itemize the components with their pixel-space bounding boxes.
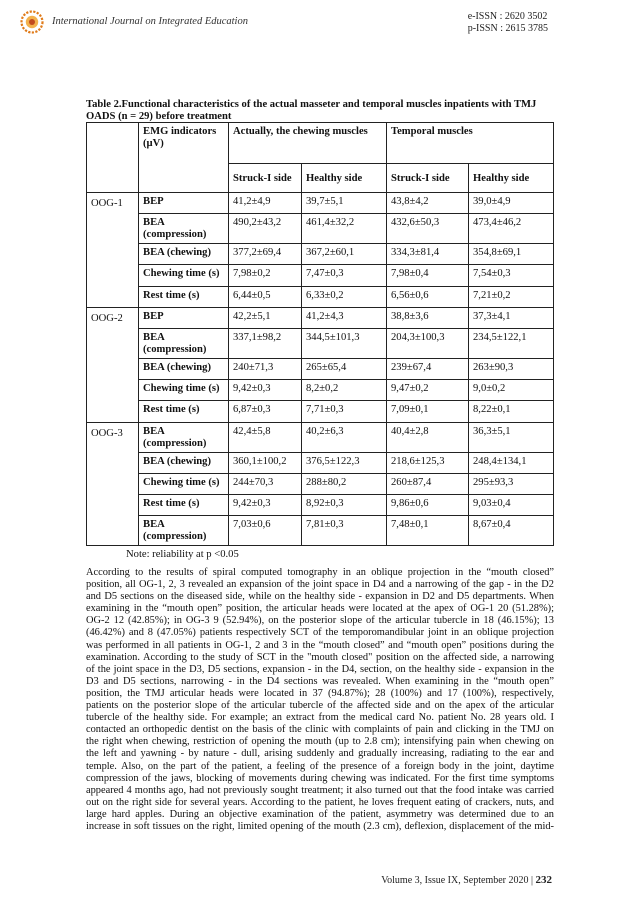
table-row <box>87 452 554 473</box>
value-cell: 234,5±122,1 <box>469 328 554 358</box>
journal-logo-icon <box>20 10 44 34</box>
body-line: appeared 4 months ago, had not previously sought treatment; it also turned out that the food intake was carried <box>86 784 554 796</box>
eissn: e-ISSN : 2620 3502 <box>467 11 548 22</box>
value-cell: 43,8±4,2 <box>387 193 469 214</box>
value-cell: 263±90,3 <box>469 358 554 379</box>
value-cell: 6,44±0,5 <box>229 286 302 307</box>
indicator-cell: BEA (compression) <box>139 214 229 244</box>
body-line: D3 and D5 sections, narrowing - in the D4 sections was revealed. When examining in the “mouth open” <box>86 675 554 687</box>
value-cell: 7,47±0,3 <box>302 265 387 286</box>
temporal-group-header: Temporal muscles <box>387 123 554 164</box>
table-row <box>87 494 554 515</box>
table-row <box>87 244 554 265</box>
value-cell: 6,87±0,3 <box>229 401 302 422</box>
emg-table <box>86 122 554 546</box>
value-cell: 38,8±3,6 <box>387 307 469 328</box>
value-cell: 9,42±0,3 <box>229 494 302 515</box>
value-cell: 295±93,3 <box>469 473 554 494</box>
indicator-cell: BEP <box>139 307 229 328</box>
table-row <box>87 358 554 379</box>
issue-info: Volume 3, Issue IX, September 2020 | <box>381 875 536 886</box>
value-cell: 6,56±0,6 <box>387 286 469 307</box>
table-row <box>87 380 554 401</box>
table-row <box>87 473 554 494</box>
table-row <box>87 286 554 307</box>
indicator-cell: BEA (compression) <box>139 422 229 452</box>
value-cell: 36,3±5,1 <box>469 422 554 452</box>
value-cell: 218,6±125,3 <box>387 452 469 473</box>
indicator-cell: BEA (chewing) <box>139 452 229 473</box>
body-line: tubercle of the healthy side. For example; an extract from the medical card No. patient No. 28 years old. I <box>86 712 554 724</box>
indicator-cell: Chewing time (s) <box>139 473 229 494</box>
value-cell: 461,4±32,2 <box>302 214 387 244</box>
table-row <box>87 401 554 422</box>
body-line: According to the results of spiral computed tomography in an oblique projection in the “mouth closed” <box>86 567 554 578</box>
value-cell: 9,0±0,2 <box>469 380 554 401</box>
table-row <box>87 422 554 452</box>
value-cell: 8,92±0,3 <box>302 494 387 515</box>
group-label: OOG-2 <box>87 307 139 422</box>
value-cell: 432,6±50,3 <box>387 214 469 244</box>
value-cell: 6,33±0,2 <box>302 286 387 307</box>
body-line: (46.42%) and 8 (47.05%) patients respectively SCT of the temporomandibular joint in an oblique projection <box>86 627 554 639</box>
subheader-cell: Struck-I side <box>387 164 469 193</box>
value-cell: 376,5±122,3 <box>302 452 387 473</box>
body-line: large hard apples. During an objective examination of the patient, asymmetry was determined due to an <box>86 808 554 820</box>
indicator-cell: BEA (chewing) <box>139 244 229 265</box>
indicator-cell: Rest time (s) <box>139 401 229 422</box>
value-cell: 39,0±4,9 <box>469 193 554 214</box>
value-cell: 7,81±0,3 <box>302 516 387 546</box>
value-cell: 248,4±134,1 <box>469 452 554 473</box>
value-cell: 41,2±4,9 <box>229 193 302 214</box>
value-cell: 37,3±4,1 <box>469 307 554 328</box>
body-line: temple. Also, on the part of the patient, a feeling of the presence of a foreign body in the joint, daytime <box>86 760 554 772</box>
table-header-row <box>87 123 554 164</box>
page-header <box>0 0 638 48</box>
value-cell: 7,03±0,6 <box>229 516 302 546</box>
subheader-cell: Healthy side <box>302 164 387 193</box>
value-cell: 344,5±101,3 <box>302 328 387 358</box>
value-cell: 9,86±0,6 <box>387 494 469 515</box>
indicator-cell: Chewing time (s) <box>139 265 229 286</box>
value-cell: 7,09±0,1 <box>387 401 469 422</box>
body-line: position, the TMJ articular heads were located in 37 (94.87%); 28 (100%) and 17 (100%), respectively, <box>86 687 554 699</box>
value-cell: 7,71±0,3 <box>302 401 387 422</box>
table-note: Note: reliability at p <0.05 <box>126 549 239 560</box>
body-line: increase in soft tissues on the right, limited opening of the mouth (2.3 cm), deflexion, displacement of the mid- <box>86 820 554 832</box>
value-cell: 337,1±98,2 <box>229 328 302 358</box>
value-cell: 377,2±69,4 <box>229 244 302 265</box>
indicator-header: EMG indicators (µV) <box>139 123 229 193</box>
value-cell: 288±80,2 <box>302 473 387 494</box>
pissn: p-ISSN : 2615 3785 <box>467 23 548 34</box>
value-cell: 7,48±0,1 <box>387 516 469 546</box>
group-label: OOG-3 <box>87 422 139 546</box>
value-cell: 9,42±0,3 <box>229 380 302 401</box>
value-cell: 260±87,4 <box>387 473 469 494</box>
value-cell: 367,2±60,1 <box>302 244 387 265</box>
value-cell: 354,8±69,1 <box>469 244 554 265</box>
value-cell: 42,2±5,1 <box>229 307 302 328</box>
value-cell: 8,22±0,1 <box>469 401 554 422</box>
value-cell: 8,67±0,4 <box>469 516 554 546</box>
value-cell: 41,2±4,3 <box>302 307 387 328</box>
value-cell: 240±71,3 <box>229 358 302 379</box>
body-line: compression of the jaws, blocking of movements during chewing was indicated. For the first time symptoms <box>86 772 554 784</box>
value-cell: 42,4±5,8 <box>229 422 302 452</box>
body-line: out on the right side for several years. According to the patient, he loves frequent eating of crackers, nuts, and <box>86 796 554 808</box>
body-line: examination. According to the study of SCT in the "mouth closed" position on the affected side, a narrowing <box>86 651 554 663</box>
table-row <box>87 307 554 328</box>
value-cell: 8,2±0,2 <box>302 380 387 401</box>
page-footer <box>381 874 552 886</box>
table-row <box>87 328 554 358</box>
value-cell: 40,2±6,3 <box>302 422 387 452</box>
indicator-cell: Rest time (s) <box>139 494 229 515</box>
body-line: position, all OG-1, 2, 3 revealed an expansion of the joint space in D4 and a narrowing of the gap - in the D2 <box>86 579 554 591</box>
table-row <box>87 214 554 244</box>
page-number: 232 <box>535 874 552 886</box>
body-paragraph <box>86 567 554 833</box>
indicator-cell: Rest time (s) <box>139 286 229 307</box>
chewing-group-header: Actually, the chewing muscles <box>229 123 387 164</box>
body-line: and D5 sections on the diseased side, while on the healthy side - expansion in D2 and D5 departments. When <box>86 591 554 603</box>
value-cell: 40,4±2,8 <box>387 422 469 452</box>
value-cell: 334,3±81,4 <box>387 244 469 265</box>
subheader-cell: Struck-I side <box>229 164 302 193</box>
value-cell: 490,2±43,2 <box>229 214 302 244</box>
body-line: the left and yawning - by nature - dull, arising suddenly and gradually increasing, radiating to the ear and <box>86 748 554 760</box>
body-line: of the joint space in the D3, D5 sections, expansion - in the D4, section, on the healthy side - expansion in the <box>86 663 554 675</box>
indicator-cell: BEA (compression) <box>139 328 229 358</box>
value-cell: 473,4±46,2 <box>469 214 554 244</box>
value-cell: 265±65,4 <box>302 358 387 379</box>
indicator-cell: BEP <box>139 193 229 214</box>
body-line: the right when chewing, restriction of opening the mouth (up to 2.8 cm); intensifying pain when chewing on <box>86 736 554 748</box>
table-row <box>87 265 554 286</box>
table-caption: Table 2.Functional characteristics of the actual masseter and temporal muscles inpatients with TMJ OADS (n = 29) before treatment <box>86 99 537 122</box>
value-cell: 9,03±0,4 <box>469 494 554 515</box>
value-cell: 39,7±5,1 <box>302 193 387 214</box>
value-cell: 9,47±0,2 <box>387 380 469 401</box>
indicator-cell: BEA (compression) <box>139 516 229 546</box>
empty-corner-cell <box>87 123 139 193</box>
value-cell: 360,1±100,2 <box>229 452 302 473</box>
indicator-cell: BEA (chewing) <box>139 358 229 379</box>
body-line: patients on the posterior slope of the articular tubercle of the affected side and on the apex of the articular <box>86 700 554 712</box>
body-line: OG-2 12 (42.85%); in OG-3 9 (52.94%), on the posterior slope of the articular tubercle in 18 (46.15%); 13 <box>86 615 554 627</box>
value-cell: 204,3±100,3 <box>387 328 469 358</box>
subheader-cell: Healthy side <box>469 164 554 193</box>
value-cell: 7,54±0,3 <box>469 265 554 286</box>
indicator-cell: Chewing time (s) <box>139 380 229 401</box>
value-cell: 239±67,4 <box>387 358 469 379</box>
body-line: was performed in all patients in OG-1, 2 and 3 in the “mouth closed” and “mouth open” positions during the <box>86 639 554 651</box>
body-line: examining in the “mouth open” position, the articular heads were located at the apex of OG-1 20 (51.28%); <box>86 603 554 615</box>
issn-block <box>468 11 548 35</box>
value-cell: 244±70,3 <box>229 473 302 494</box>
table-row <box>87 516 554 546</box>
body-line: contacted an orthopedic dentist on the basis of the clinic with complaints of pain and clicking in the TMJ on <box>86 724 554 736</box>
group-label: OOG-1 <box>87 193 139 308</box>
value-cell: 7,21±0,2 <box>469 286 554 307</box>
journal-name: International Journal on Integrated Education <box>52 16 248 27</box>
table-row <box>87 193 554 214</box>
value-cell: 7,98±0,2 <box>229 265 302 286</box>
value-cell: 7,98±0,4 <box>387 265 469 286</box>
